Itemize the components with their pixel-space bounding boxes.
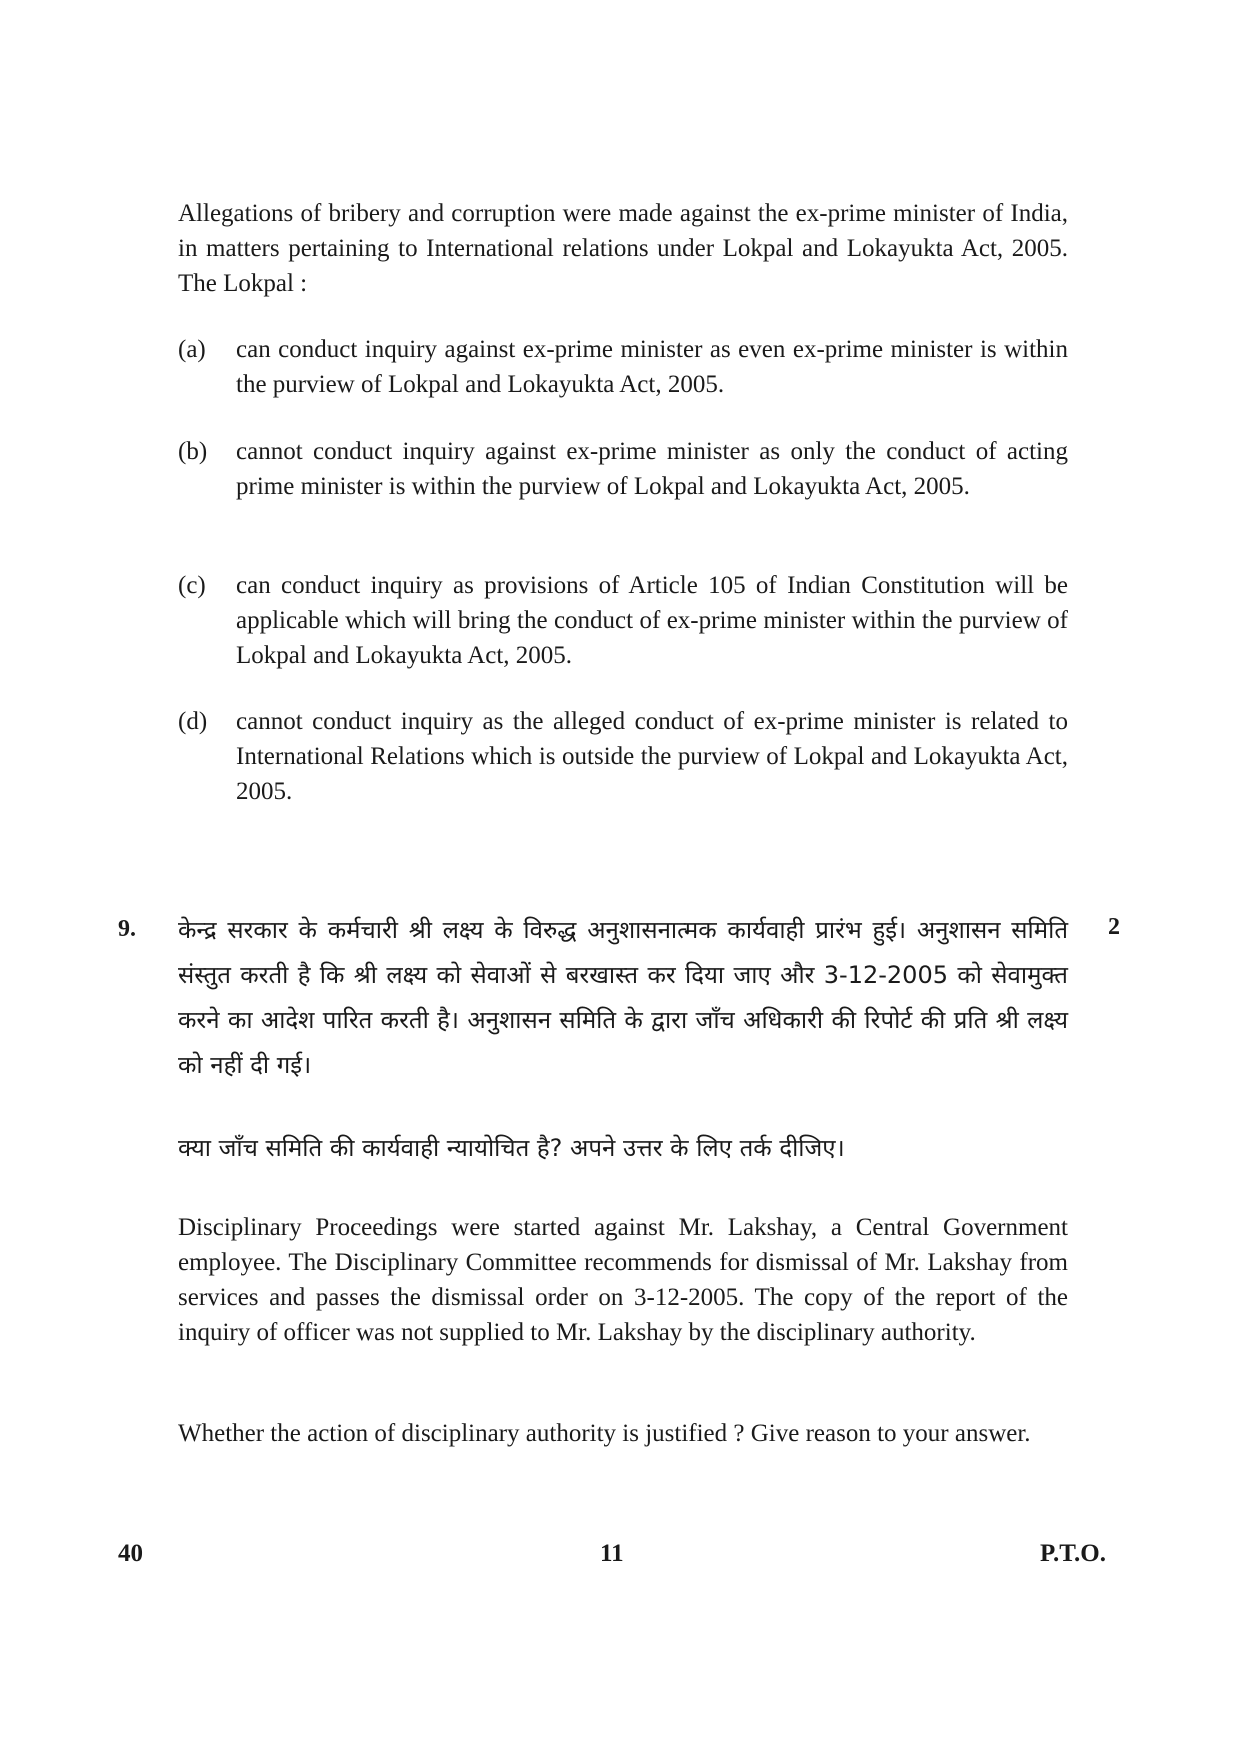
- hindi-question: क्या जाँच समिति की कार्यवाही न्यायोचित है? अपने उत्तर के लिए तर्क दीजिए।: [178, 1134, 845, 1162]
- option-label: (d): [178, 708, 208, 735]
- option-label: (b): [178, 438, 208, 465]
- option-label: (c): [178, 572, 206, 599]
- question-number: 9.: [118, 916, 136, 942]
- option-text: cannot conduct inquiry as the alleged conduct of ex-prime minister is related to International Relations which is outside the purview of Lokpal and Lokayukta Act, 2005.: [236, 708, 1068, 805]
- english-paragraph: Disciplinary Proceedings were started against Mr. Lakshay, a Central Government employee. The Disciplinary Committee recommends for dismissal of Mr. Lakshay from services and passes the dismissal order on 3-12-2005. The copy of the report of the inquiry of officer was not supplied to Mr. Lakshay by the disciplinary authority.: [178, 1214, 1068, 1346]
- english-question: Whether the action of disciplinary authority is justified ? Give reason to your answer.: [178, 1420, 1031, 1447]
- question-intro: Allegations of bribery and corruption were made against the ex-prime minister of India, in matters pertaining to International relations under Lokpal and Lokayukta Act, 2005. The Lokpal :: [178, 200, 1068, 297]
- option-label: (a): [178, 336, 206, 363]
- option-text: can conduct inquiry against ex-prime minister as even ex-prime minister is within the purview of Lokpal and Lokayukta Act, 2005.: [236, 336, 1068, 398]
- hindi-paragraph: केन्द्र सरकार के कर्मचारी श्री लक्ष्य के विरुद्ध अनुशासनात्मक कार्यवाही प्रारंभ हुई। अनुशासन समिति संस्तुत करती है कि श्री लक्ष्य को सेवाओं से बरखास्त कर दिया जाए और 3-12-2005 को सेवामुक्त करने का आदेश पारित करती है। अनुशासन समिति के द्वारा जाँच अधिकारी की रिपोर्ट की प्रति श्री लक्ष्य को नहीं दी गई।: [178, 916, 1068, 1079]
- pto-label: P.T.O.: [1040, 1540, 1106, 1567]
- footer-code: 40: [118, 1540, 143, 1567]
- question-marks: 2: [1108, 914, 1120, 940]
- option-text: can conduct inquiry as provisions of Article 105 of Indian Constitution will be applicable which will bring the conduct of ex-prime minister within the purview of Lokpal and Lokayukta Act, 2005.: [236, 572, 1068, 669]
- option-text: cannot conduct inquiry against ex-prime minister as only the conduct of acting prime minister is within the purview of Lokpal and Lokayukta Act, 2005.: [236, 438, 1068, 500]
- page-number: 11: [600, 1540, 624, 1567]
